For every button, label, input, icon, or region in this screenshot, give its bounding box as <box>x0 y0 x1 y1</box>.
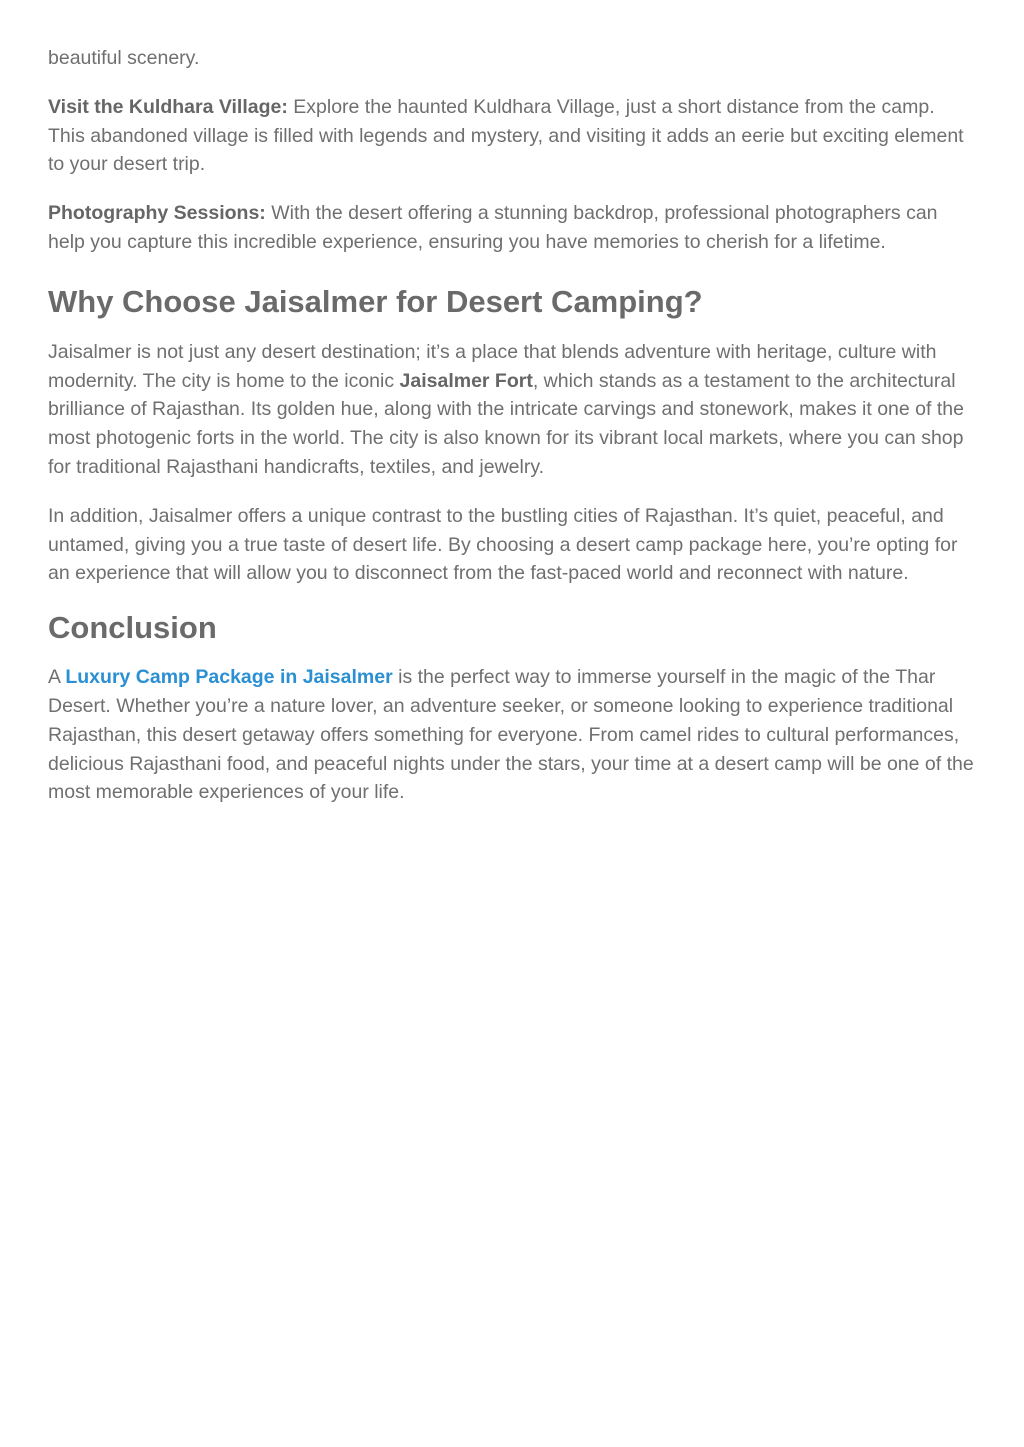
conclusion-paragraph <box>48 663 976 807</box>
why-jaisalmer-paragraph-1 <box>48 338 976 482</box>
conclusion-heading: Conclusion <box>48 610 217 646</box>
activity-photography <box>48 199 976 257</box>
why-jaisalmer-heading: Why Choose Jaisalmer for Desert Camping? <box>48 283 703 319</box>
jaisalmer-fort-bold: Jaisalmer Fort <box>399 369 533 392</box>
activity-photography-text: With the desert offering a stunning backdrop, professional photographers can help you capture this incredible experience, ensuring you have memories to cherish for a lifetime. <box>48 202 938 253</box>
activity-photography-title: Photography Sessions: <box>48 202 266 225</box>
intro-fragment <box>48 44 976 73</box>
luxury-camp-package-link[interactable]: Luxury Camp Package in Jaisalmer <box>65 666 393 689</box>
intro-fragment-text: beautiful scenery. <box>48 47 200 69</box>
conclusion-after-link: is the perfect way to immerse yourself in the magic of the Thar Desert. Whether you’re a nature lover, an adventure seeker, or someone looking to experience traditional Rajasthan, this desert getaway offers something for everyone. From camel rides to cultural performances, delicious Rajasthani food, and peaceful nights under the stars, your time at a desert camp will be one of the most memorable experiences of your life. <box>48 666 974 804</box>
why-jaisalmer-paragraph-2 <box>48 502 976 588</box>
activity-kuldhara-title: Visit the Kuldhara Village: <box>48 95 288 118</box>
why-para2-text: In addition, Jaisalmer offers a unique contrast to the bustling cities of Rajasthan. It’s quiet, peaceful, and untamed, giving you a true taste of desert life. By choosing a desert camp package here, you’re opting for an experience that will allow you to disconnect from the fast-paced world and reconnect with nature. <box>48 504 958 585</box>
activity-kuldhara-text: Explore the haunted Kuldhara Village, just a short distance from the camp. This abandoned village is filled with legends and mystery, and visiting it adds an eerie but exciting element to your desert trip. <box>48 95 964 176</box>
why-para1-before: Jaisalmer is not just any desert destination; it’s a place that blends adventure with heritage, culture with modernity. The city is home to the iconic <box>48 340 937 392</box>
why-para1-after: , which stands as a testament to the architectural brilliance of Rajasthan. Its golden hue, along with the intricate carvings and stonework, makes it one of the most photogenic forts in the world. The city is also known for its vibrant local markets, where you can shop for traditional Rajasthani handicrafts, textiles, and jewelry. <box>48 369 964 478</box>
activity-kuldhara <box>48 93 976 179</box>
conclusion-before-link: A <box>48 666 66 689</box>
